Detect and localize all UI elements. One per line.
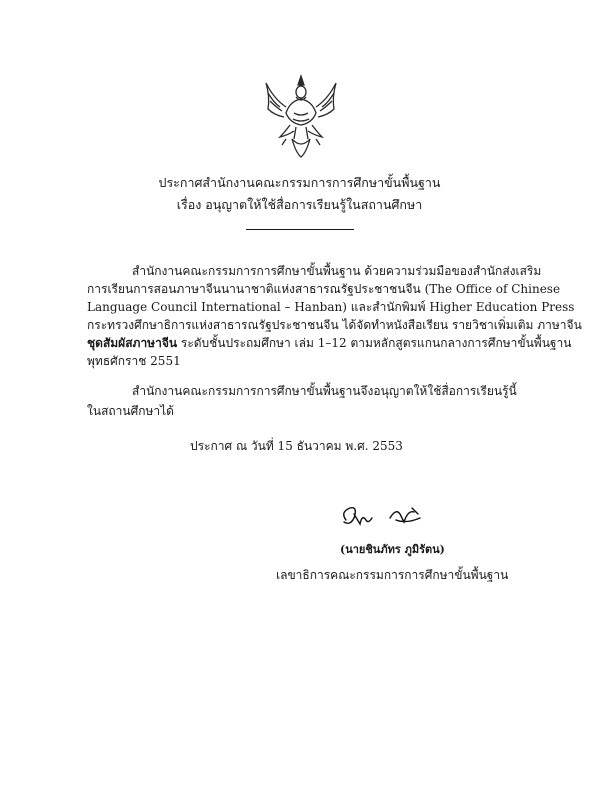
signatory-position: เลขาธิการคณะกรรมการการศึกษาขั้นพื้นฐาน bbox=[276, 568, 509, 582]
paragraph-1-line-1: สำนักงานคณะกรรมการการศึกษาขั้นพื้นฐาน ด้วยความร่วมมือของสำนักส่งเสริม bbox=[132, 264, 542, 278]
paragraph-2-line-2: ในสถานศึกษาได้ bbox=[87, 404, 174, 418]
handwritten-signature bbox=[338, 500, 428, 534]
garuda-emblem bbox=[260, 73, 342, 159]
paragraph-1-line-3: Language Council International – Hanban) และสำนักพิมพ์ Higher Education Press bbox=[87, 300, 575, 314]
paragraph-1-line-5-text: ระดับชั้นประถมศึกษา เล่ม 1–12 ตามหลักสูตรแกนกลางการศึกษาขั้นพื้นฐาน bbox=[177, 336, 572, 350]
title-underline bbox=[246, 229, 354, 230]
announcement-date: ประกาศ ณ วันที่ 15 ธันวาคม พ.ศ. 2553 bbox=[190, 439, 403, 453]
book-series-title: ชุดสัมผัสภาษาจีน bbox=[87, 336, 178, 350]
paragraph-1-line-5 bbox=[87, 335, 571, 351]
signatory-name: (นายชินภัทร ภูมิรัตน) bbox=[340, 543, 445, 556]
paragraph-1-line-4: กระทรวงศึกษาธิการแห่งสาธารณรัฐประชาชนจีน ได้จัดทำหนังสือเรียน รายวิชาเพิ่มเติม ภาษาจีน bbox=[87, 318, 582, 332]
paragraph-2-line-1: สำนักงานคณะกรรมการการศึกษาขั้นพื้นฐานจึงอนุญาตให้ใช้สื่อการเรียนรู้นี้ bbox=[132, 384, 517, 398]
paragraph-1-line-6: พุทธศักราช 2551 bbox=[87, 354, 181, 368]
announcement-title: ประกาศสำนักงานคณะกรรมการการศึกษาขั้นพื้นฐาน bbox=[158, 175, 441, 190]
announcement-subject: เรื่อง อนุญาตให้ใช้สื่อการเรียนรู้ในสถานศึกษา bbox=[176, 197, 423, 212]
paragraph-1-line-2: การเรียนการสอนภาษาจีนนานาชาติแห่งสาธารณรัฐประชาชนจีน (The Office of Chinese bbox=[87, 282, 561, 296]
